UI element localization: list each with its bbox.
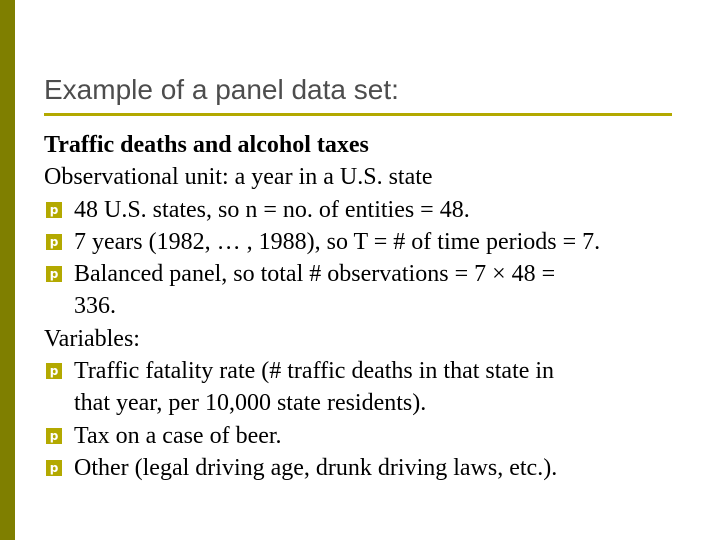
list-item-text: Balanced panel, so total # observations = 7 × 48 = [74, 261, 556, 288]
list-item [44, 355, 704, 387]
bullet-icon: p [46, 266, 62, 282]
list-item [44, 420, 704, 452]
list-item-text: 7 years (1982, … , 1988), so T = # of time periods = 7. [74, 228, 601, 255]
list-item-continuation: that year, per 10,000 state residents). [74, 390, 427, 417]
list-item-text: Traffic fatality rate (# traffic deaths in that state in [74, 358, 555, 385]
list-item-continuation: 336. [74, 293, 116, 320]
slide-title: Example of a panel data set: [44, 74, 399, 105]
list-item-text: Other (legal driving age, drunk driving laws, etc.). [74, 454, 558, 481]
bullet-icon: p [46, 234, 62, 250]
variables-label: Variables: [44, 325, 140, 352]
left-accent-bar [0, 0, 15, 540]
section-heading: Traffic deaths and alcohol taxes [44, 132, 369, 158]
bullet-icon: p [46, 202, 62, 218]
list-item [44, 258, 704, 290]
list-item [44, 226, 704, 258]
list-item-text: 48 U.S. states, so n = no. of entities = 48. [74, 196, 470, 223]
list-item [44, 194, 704, 226]
list-item [44, 452, 704, 484]
bullet-icon: p [46, 460, 62, 476]
list-item-text: Tax on a case of beer. [74, 422, 282, 449]
slide-body [44, 129, 704, 484]
title-underline [44, 113, 672, 116]
bullet-icon: p [46, 428, 62, 444]
bullet-icon: p [46, 363, 62, 379]
observational-unit-line: Observational unit: a year in a U.S. state [44, 164, 433, 191]
